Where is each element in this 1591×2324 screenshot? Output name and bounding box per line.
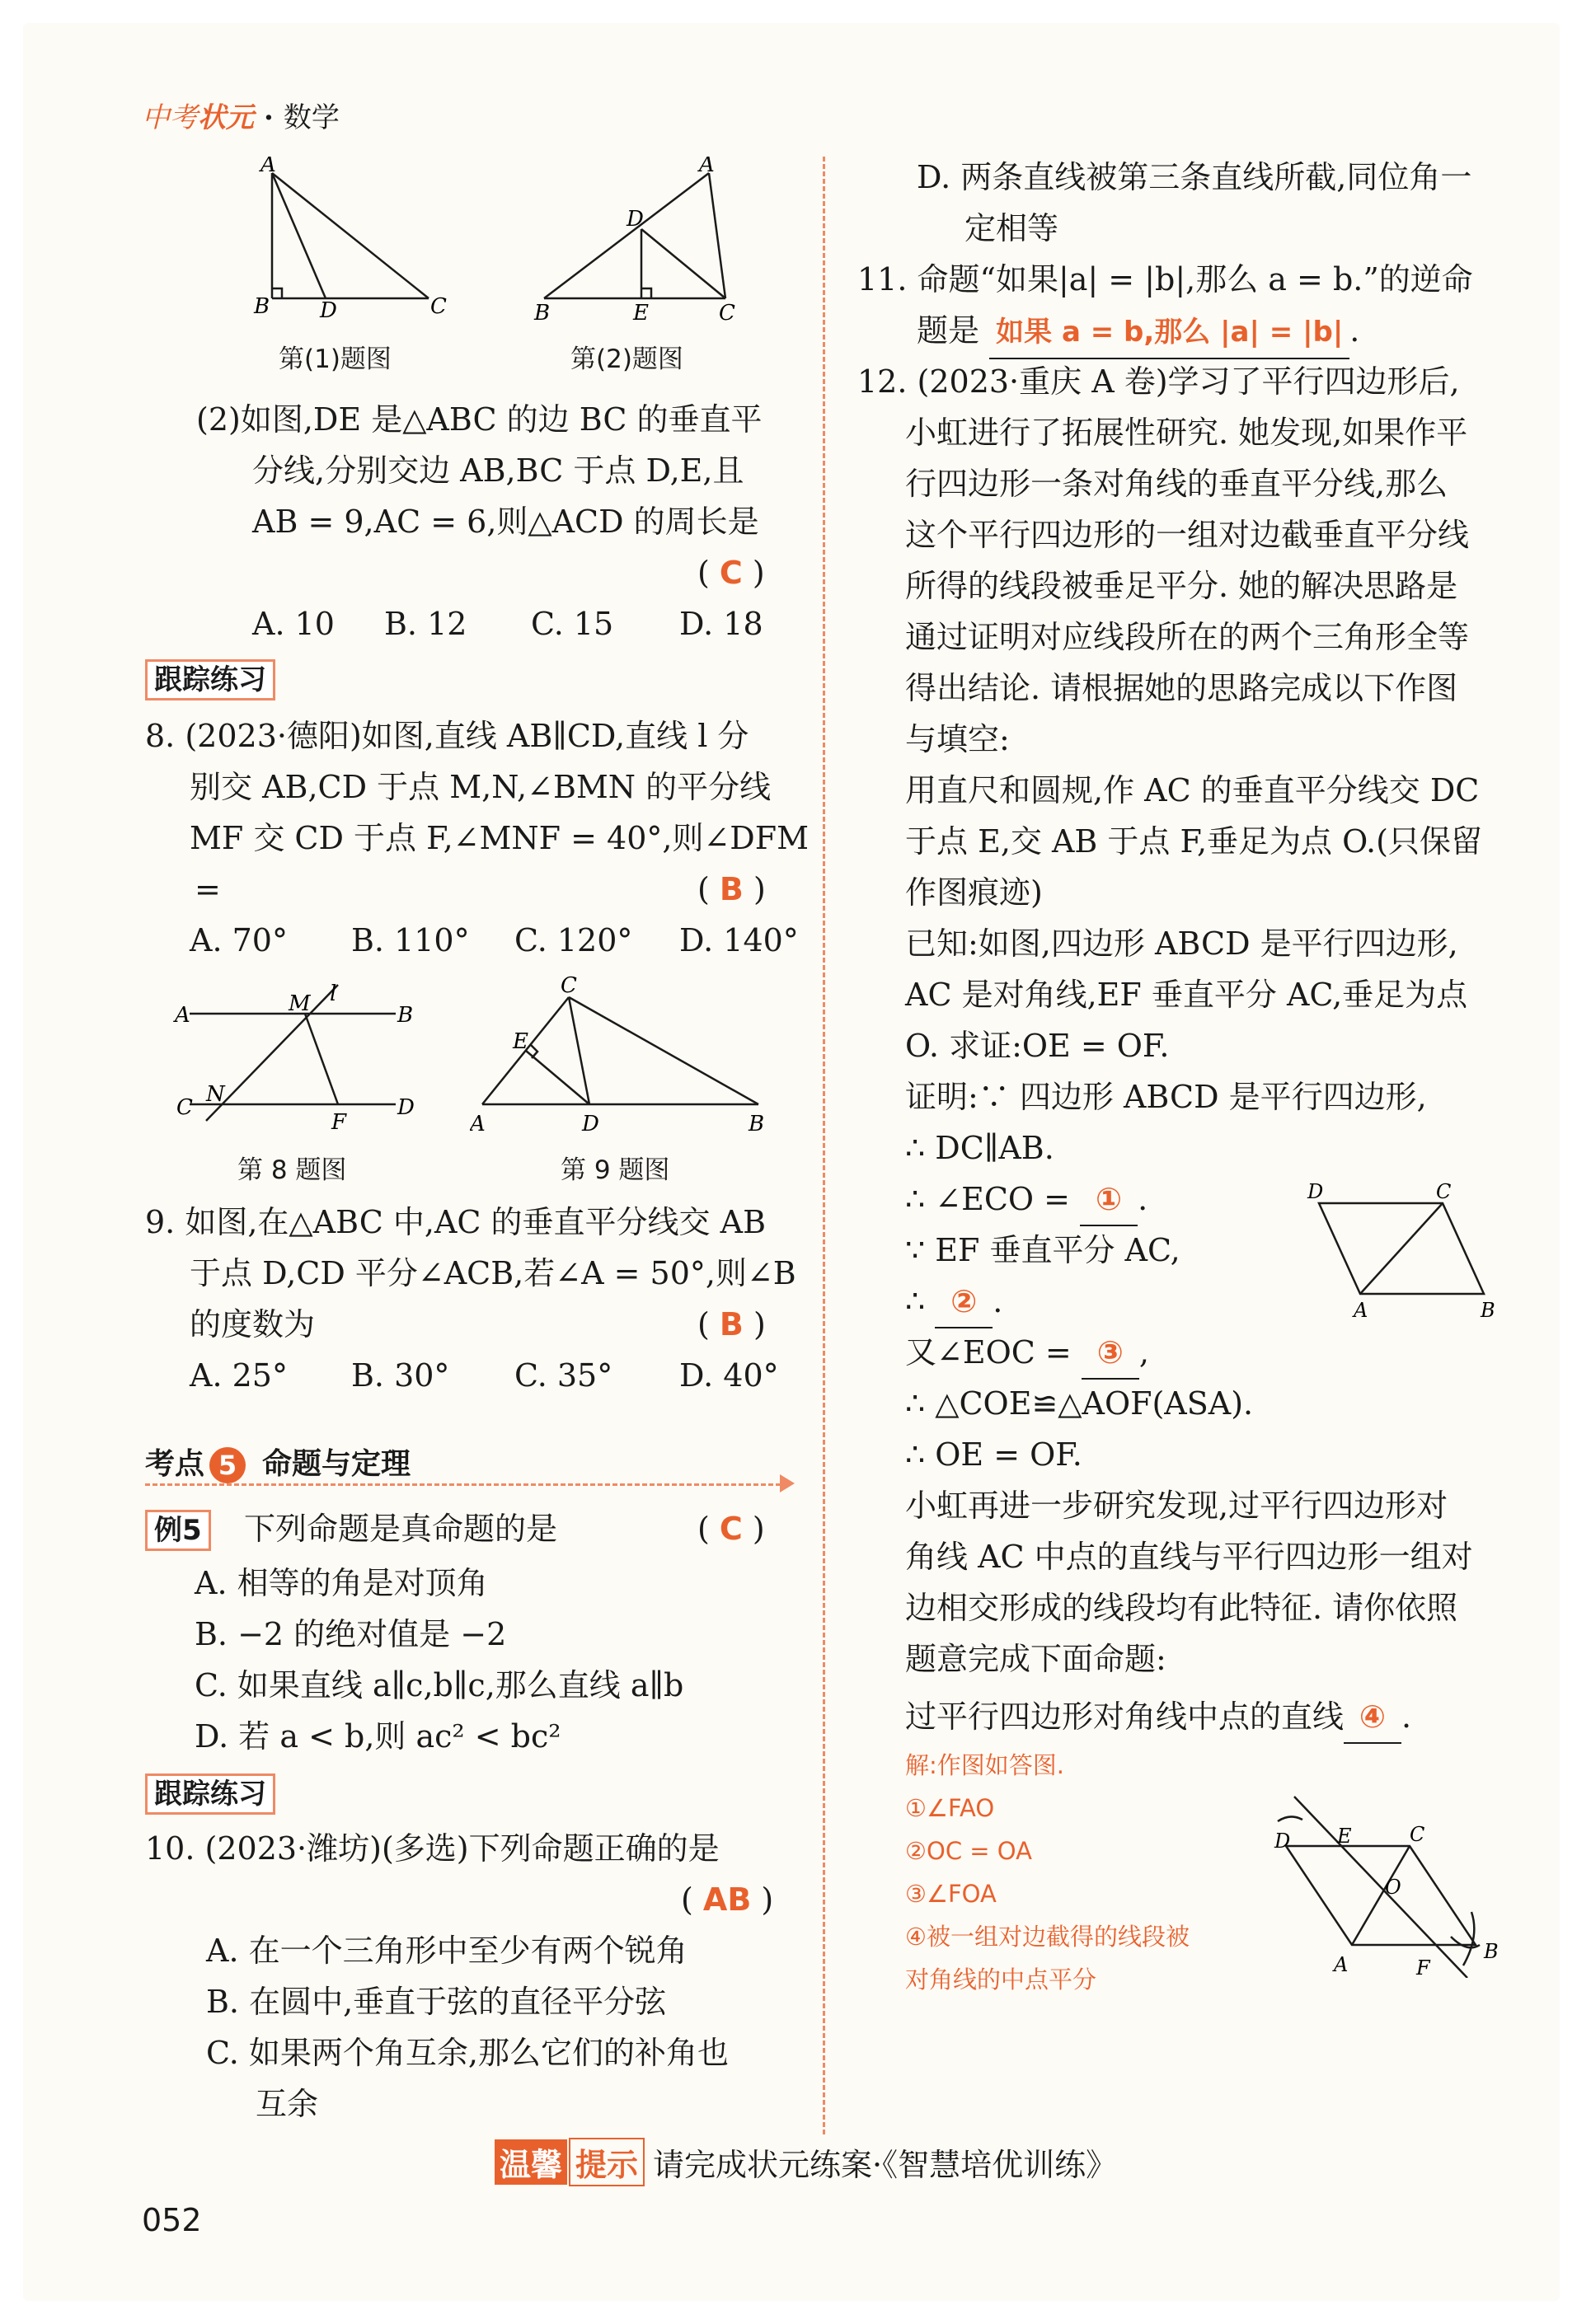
q2-option-d: D. 18 <box>679 606 763 642</box>
q2-option-a: A. 10 <box>252 606 335 642</box>
q10-option-a: A. 在一个三角形中至少有两个锐角 <box>206 1933 688 1969</box>
figure-9 <box>470 972 775 1137</box>
answer-arc-3 <box>1463 1912 1474 1966</box>
tip-badge-outline: 提示 <box>569 2138 645 2186</box>
fig2-side-ba <box>544 173 709 298</box>
q8-option-c: C. 120° <box>514 922 633 958</box>
q12-line6: 通过证明对应线段所在的两个三角形全等 <box>905 619 1470 655</box>
svg-text:B: B <box>1484 1940 1499 1963</box>
fig12-diagonal-ac <box>1360 1203 1443 1294</box>
svg-text:B: B <box>1481 1299 1495 1319</box>
example5-stem: 下列命题是真命题的是 <box>244 1511 558 1547</box>
page-header: 中考状元 · 数学 <box>142 101 340 134</box>
svg-text:B: B <box>254 294 270 319</box>
svg-text:O: O <box>1385 1876 1401 1899</box>
example5-option-d: D. 若 a < b,则 ac² < bc² <box>195 1718 561 1755</box>
q12-solution-4: ④被一组对边截得的线段被 <box>905 1923 1190 1951</box>
figure-8 <box>173 981 420 1137</box>
svg-text:A: A <box>260 157 276 177</box>
q12-line7: 得出结论. 请根据她的思路完成以下作图 <box>905 670 1458 706</box>
svg-text:A: A <box>175 1003 190 1028</box>
q12-line11: 作图痕迹) <box>905 874 1043 911</box>
q9-option-a: A. 25° <box>190 1357 288 1394</box>
q9-line2: 于点 D,CD 平分∠ACB,若∠A = 50°,则∠B <box>190 1255 796 1291</box>
q12-line13: AC 是对角线,EF 垂直平分 AC,垂足为点 <box>905 977 1468 1013</box>
svg-text:C: C <box>561 973 577 998</box>
svg-text:E: E <box>513 1029 528 1054</box>
q10-option-d-line1: D. 两条直线被第三条直线所截,同位角一 <box>917 159 1472 195</box>
subject-label: 数学 <box>283 101 340 134</box>
q12-line15: 证明:∵ 四边形 ABCD 是平行四边形, <box>905 1079 1427 1115</box>
svg-text:D: D <box>582 1112 599 1136</box>
q9-answer-paren: ( B ) <box>697 1306 766 1342</box>
q12-line1: 12. (2023·重庆 A 卷)学习了平行四边形后, <box>857 363 1460 400</box>
q8-line1: 8. (2023·德阳)如图,直线 AB∥CD,直线 l 分 <box>145 718 749 754</box>
q2-answer: C <box>719 555 743 591</box>
q12-step1: ∴ ∠ECO = ① . <box>905 1174 1147 1226</box>
svg-text:C: C <box>430 294 447 319</box>
tip-badge: 温馨 <box>495 2139 567 2185</box>
svg-text:A: A <box>1334 1953 1349 1976</box>
answer-perp-bisector <box>1294 1797 1467 1978</box>
q11-answer: 如果 a = b,那么 |a| = |b| <box>989 307 1349 359</box>
fig8-caption: 第 8 题图 <box>237 1155 347 1185</box>
section-number-badge: 5 <box>209 1447 246 1483</box>
q12-final: 过平行四边形对角线中点的直线 ④ . <box>905 1691 1411 1744</box>
answer-arc-2 <box>1451 1937 1480 1947</box>
q9-option-b: B. 30° <box>351 1357 450 1394</box>
svg-text:B: B <box>534 301 551 326</box>
q12-solution-3: ③∠FOA <box>905 1880 997 1908</box>
q9-line3: 的度数为 <box>190 1306 316 1342</box>
q12-blank-1: ① <box>1080 1174 1138 1226</box>
example5-option-b: B. −2 的绝对值是 −2 <box>195 1616 507 1652</box>
q12-line2: 小虹进行了拓展性研究. 她发现,如果作平 <box>905 415 1468 451</box>
svg-text:C: C <box>719 301 735 326</box>
svg-text:C: C <box>1436 1180 1452 1203</box>
q8-option-d: D. 140° <box>679 922 799 958</box>
q10-answer-paren: ( AB ) <box>681 1881 774 1918</box>
q10-option-c: C. 如果两个角互余,那么它们的补角也 <box>206 2035 729 2071</box>
q12-step5: ∴ △COE≌△AOF(ASA). <box>905 1385 1254 1422</box>
q2-line1: (2)如图,DE 是△ABC 的边 BC 的垂直平 <box>196 401 763 438</box>
q12-line16: ∴ DC∥AB. <box>905 1130 1054 1166</box>
practice-tag-2: 跟踪练习 <box>145 1773 275 1815</box>
q12-step6: ∴ OE = OF. <box>905 1436 1082 1473</box>
q8-line3: MF 交 CD 于点 F,∠MNF = 40°,则∠DFM <box>190 820 810 856</box>
svg-text:A: A <box>470 1112 486 1136</box>
q12-more-4: 题意完成下面命题: <box>905 1641 1166 1677</box>
figure-2 <box>528 157 750 330</box>
q12-step4: 又∠EOC = ③ , <box>905 1327 1149 1380</box>
q11-line1: 11. 命题“如果|a| = |b|,那么 a = b.”的逆命 <box>857 261 1473 298</box>
svg-text:B: B <box>397 1003 414 1028</box>
q12-blank-2: ② <box>935 1276 993 1328</box>
q12-line14: O. 求证:OE = OF. <box>905 1028 1170 1064</box>
fig2-segment-dc <box>641 229 725 298</box>
column-divider <box>823 157 825 2134</box>
q12-solution-2: ②OC = OA <box>905 1837 1032 1865</box>
q12-solution-1: ①∠FAO <box>905 1794 995 1822</box>
svg-text:F: F <box>331 1110 347 1135</box>
fig1-caption: 第(1)题图 <box>279 344 392 374</box>
q12-blank-4: ④ <box>1344 1691 1401 1744</box>
example5-option-a: A. 相等的角是对顶角 <box>195 1565 488 1601</box>
q12-line9: 用直尺和圆规,作 AC 的垂直平分线交 DC <box>905 772 1480 808</box>
fig9-caption: 第 9 题图 <box>561 1155 670 1185</box>
fig1-segment-ad <box>272 173 326 298</box>
practice-tag-1: 跟踪练习 <box>145 659 275 700</box>
figure-12-parallelogram <box>1294 1178 1525 1319</box>
q11-line2: 题是 如果 a = b,那么 |a| = |b| . <box>917 305 1359 359</box>
figure-12-answer <box>1261 1788 1525 1978</box>
section-underline <box>145 1483 788 1486</box>
q12-solution-head: 解:作图如答图. <box>905 1751 1064 1779</box>
section-arrow-icon <box>780 1474 795 1492</box>
svg-text:D: D <box>320 298 337 321</box>
q12-line4: 这个平行四边形的一组对边截垂直平分线 <box>905 517 1470 553</box>
svg-text:E: E <box>1337 1825 1352 1848</box>
q12-blank-3: ③ <box>1082 1327 1139 1380</box>
q9-option-c: C. 35° <box>514 1357 613 1394</box>
fig9-side-cb <box>569 997 758 1104</box>
q12-more-2: 角线 AC 中点的直线与平行四边形一组对 <box>905 1539 1473 1575</box>
example5-answer-paren: ( C ) <box>697 1511 765 1547</box>
page-number: 052 <box>142 2202 202 2238</box>
example5-answer: C <box>719 1511 743 1547</box>
q12-line12: 已知:如图,四边形 ABCD 是平行四边形, <box>905 925 1458 962</box>
svg-text:A: A <box>1354 1299 1368 1319</box>
q8-answer: B <box>719 871 744 907</box>
fig1-right-angle <box>272 288 282 298</box>
q10-option-d-line2: 定相等 <box>964 210 1059 246</box>
svg-text:B: B <box>749 1112 765 1136</box>
q10-option-b: B. 在圆中,垂直于弦的直径平分弦 <box>206 1984 667 2020</box>
q2-option-c: C. 15 <box>531 606 614 642</box>
svg-text:F: F <box>1416 1956 1430 1978</box>
q10-answer: AB <box>702 1881 752 1918</box>
q9-line1: 9. 如图,在△ABC 中,AC 的垂直平分线交 AB <box>145 1204 766 1240</box>
svg-text:C: C <box>1410 1823 1425 1846</box>
q9-option-d: D. 40° <box>679 1357 779 1394</box>
q2-line2: 分线,分别交边 AB,BC 于点 D,E,且 <box>252 452 744 489</box>
q10-option-c-cont: 互余 <box>256 2086 319 2122</box>
q12-solution-5: 对角线的中点平分 <box>905 1966 1097 1994</box>
fig8-line-mf <box>305 1014 338 1104</box>
q8-option-b: B. 110° <box>351 922 470 958</box>
svg-text:N: N <box>206 1082 225 1107</box>
q2-line3: AB = 9,AC = 6,则△ACD 的周长是 <box>252 504 759 540</box>
svg-text:E: E <box>633 301 649 326</box>
q9-answer: B <box>719 1306 744 1342</box>
footer-tip <box>495 2138 1117 2186</box>
q10-line1: 10. (2023·潍坊)(多选)下列命题正确的是 <box>145 1830 720 1867</box>
q2-answer-paren: ( C ) <box>697 555 765 591</box>
footer-text: 请完成状元练案·《智慧培优训练》 <box>653 2147 1118 2183</box>
fig2-side-ac <box>709 173 725 298</box>
figure-1 <box>247 157 495 321</box>
example5-tag: 例5 <box>145 1510 211 1551</box>
section-heading-5: 考点 5 命题与定理 <box>145 1441 411 1483</box>
q12-line8: 与填空: <box>905 721 1010 757</box>
q8-option-a: A. 70° <box>190 922 288 958</box>
svg-text:l: l <box>330 982 337 1006</box>
q12-step2: ∵ EF 垂直平分 AC, <box>905 1232 1180 1268</box>
svg-text:D: D <box>627 207 644 232</box>
svg-text:M: M <box>289 991 311 1016</box>
q12-line10: 于点 E,交 AB 于点 F,垂足为点 O.(只保留 <box>905 823 1482 860</box>
svg-text:C: C <box>176 1095 193 1120</box>
brand-logo: 中考状元 <box>142 101 254 134</box>
q12-more-3: 边相交形成的线段均有此特征. 请你依照 <box>905 1590 1458 1626</box>
fig2-caption: 第(2)题图 <box>570 344 683 374</box>
example5-option-c: C. 如果直线 a∥c,b∥c,那么直线 a∥b <box>195 1667 684 1703</box>
fig2-right-angle <box>641 288 651 298</box>
svg-text:D: D <box>1274 1830 1291 1853</box>
svg-text:D: D <box>1307 1180 1324 1203</box>
q12-step3: ∴ ② . <box>905 1276 1002 1328</box>
svg-text:A: A <box>699 157 715 177</box>
q12-more-1: 小虹再进一步研究发现,过平行四边形对 <box>905 1488 1448 1524</box>
answer-arc-1 <box>1278 1816 1302 1821</box>
fig1-side-ac <box>272 173 429 298</box>
q12-line3: 行四边形一条对角线的垂直平分线,那么 <box>905 466 1448 502</box>
q12-line5: 所得的线段被垂足平分. 她的解决思路是 <box>905 568 1458 604</box>
q8-line4: = <box>195 871 221 907</box>
q2-option-b: B. 12 <box>384 606 467 642</box>
svg-text:D: D <box>397 1095 415 1120</box>
q8-answer-paren: ( B ) <box>697 871 766 907</box>
q8-line2: 别交 AB,CD 于点 M,N,∠BMN 的平分线 <box>190 769 772 805</box>
